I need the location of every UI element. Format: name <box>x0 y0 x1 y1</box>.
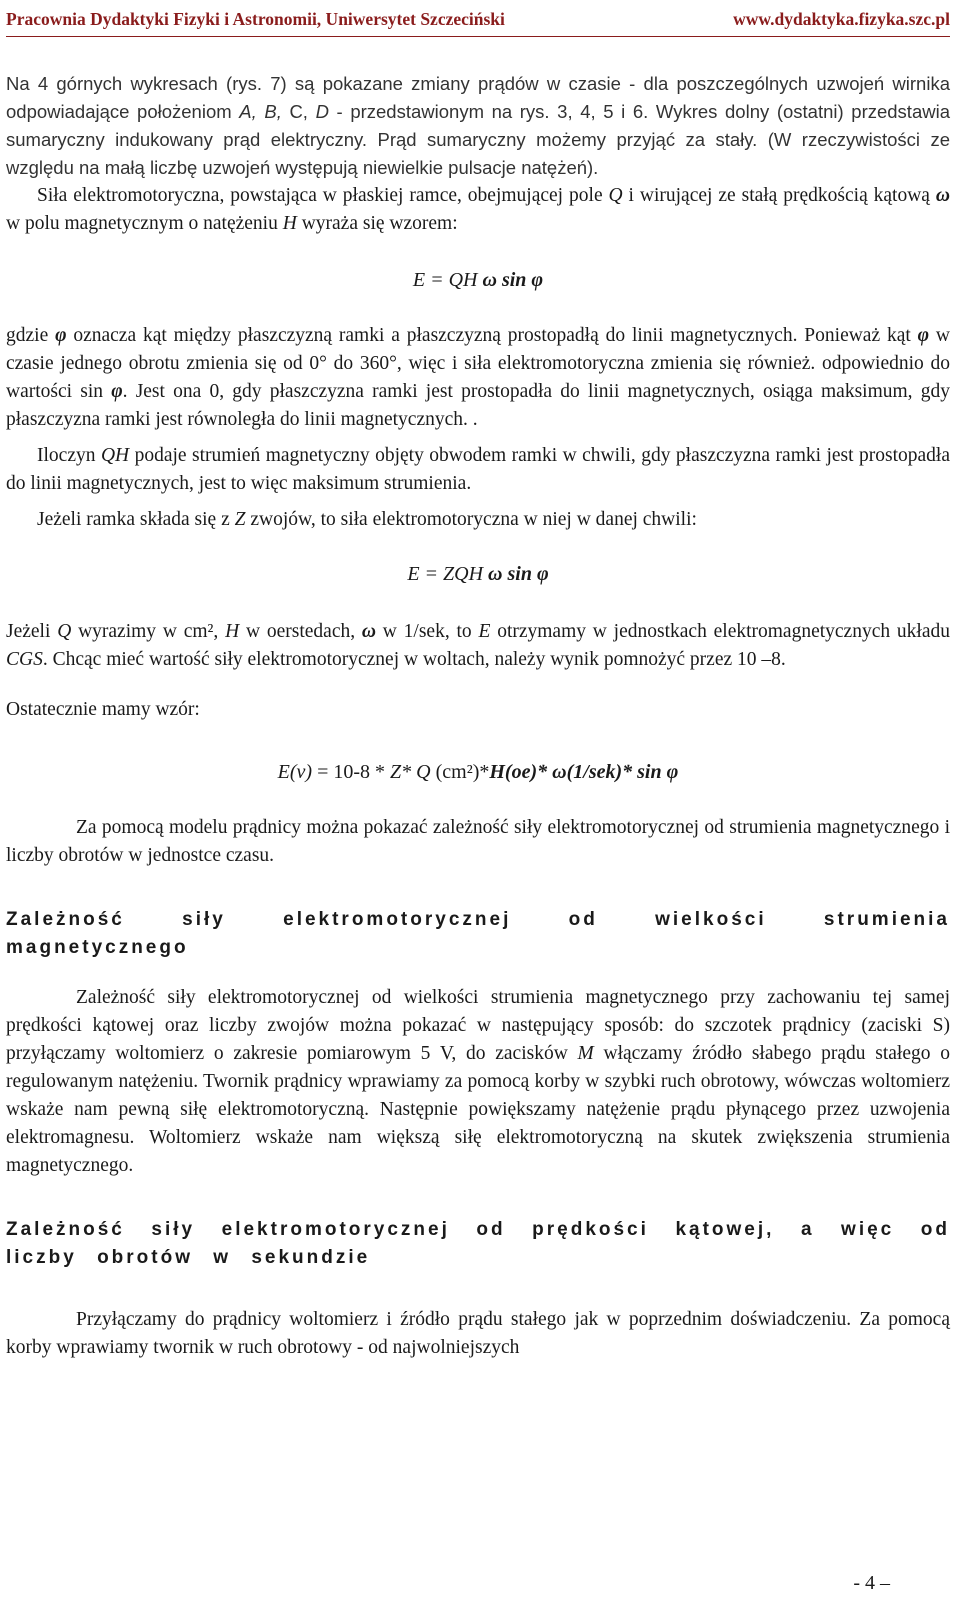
paragraph-final-formula-intro: Ostatecznie mamy wzór: <box>6 699 200 720</box>
paragraph-speed-experiment: Przyłączamy do prądnicy woltomierz i źródło prądu stałego jak w poprzednim doświadczeniu. Za pomocą korby wprawiamy twornik w ruch obrotowy - od najwolniejszych <box>6 1309 950 1358</box>
formula-emf-turns: E = ZQH ω sin φ <box>407 563 549 585</box>
section-heading-angular-speed: Zależność siły elektromotorycznej od prędkości kątowej, a więc od liczby obrotów w sekundzie <box>6 1219 950 1268</box>
formula-final: E(v) = 10-8 * Z* Q (cm²)*H(oe)* ω(1/sek)* sin φ <box>277 761 679 783</box>
paragraph-units: Jeżeli Q wyrazimy w cm², H w oerstedach, ω w 1/sek, to E otrzymamy w jednostkach elektromagnetycznych układu CGS. Chcąc mieć wartość siły elektromotorycznej w woltach, należy wynik pomnożyć przez 10 –8. <box>6 621 950 670</box>
page-number: - 4 – <box>853 1572 890 1594</box>
paragraph-current-graphs: Na 4 górnych wykresach (rys. 7) są pokazane zmiany prądów w czasie - dla poszczególnych uzwojeń wirnika odpowiadające położeniom A, B, C, D - przedstawionym na rys. 3, 4, 5 i 6. Wykres dolny (ostatni) przedstawia sumaryczny indukowany prąd elektryczny. Prąd sumaryczny możemy przyjąć za stały. (W rzeczywistości ze względu na małą liczbę uzwojeń występują niewielkie pulsacje natężeń). <box>6 73 950 178</box>
header-institution: Pracownia Dydaktyki Fizyki i Astronomii, Uniwersytet Szczeciński <box>6 8 505 29</box>
paragraph-flux-experiment: Zależność siły elektromotorycznej od wielkości strumienia magnetycznego przy zachowaniu tej samej prędkości kątowej oraz liczby zwojów można pokazać w następujący sposób: do szczotek prądnicy (zaciski S) przyłączamy woltomierz o zakresie pomiarowym 5 V, do zacisków M włączamy źródło słabego prądu stałego o regulowanym natężeniu. Twornik prądnicy wprawiamy za pomocą korby w szybki ruch obrotowy, wówczas woltomierz wskaże nam pewną siłę elektromotoryczną. Następnie powiększamy natężenie prądu płynącego przez uzwojenia elektromagnesu. Woltomierz wskaże nam większą siłę elektromotoryczną na skutek zwiększenia strumienia magnetycznego. <box>6 987 950 1176</box>
paragraph-coil-turns: Jeżeli ramka składa się z Z zwojów, to siła elektromotoryczna w niej w danej chwili: <box>37 509 697 530</box>
paragraph-angle-explanation: gdzie φ oznacza kąt między płaszczyzną ramki a płaszczyzną prostopadłą do linii magnetycznych. Ponieważ kąt φ w czasie jednego obrotu zmienia się od 0° do 360°, więc i siła elektromotoryczna zmienia się również. odpowiednio do wartości sin φ. Jest ona 0, gdy płaszczyzna ramki jest prostopadła do linii magnetycznych, osiąga maksimum, gdy płaszczyzna ramki jest równoległa do linii magnetycznych. . <box>6 325 950 430</box>
page-header <box>6 2 950 37</box>
paragraph-magnetic-flux: Iloczyn QH podaje strumień magnetyczny objęty obwodem ramki w chwili, gdy płaszczyzna ramki jest prostopadła do linii magnetycznych, jest to więc maksimum strumienia. <box>6 445 950 494</box>
document-body <box>6 70 950 1362</box>
section-heading-flux: Zależność siły elektromotorycznej od wielkości strumienia magnetycznego <box>6 909 950 958</box>
paragraph-model-demo: Za pomocą modelu prądnicy można pokazać zależność siły elektromotorycznej od strumienia magnetycznego i liczby obrotów w jednostce czasu. <box>6 817 950 866</box>
header-url: www.dydaktyka.fizyka.szc.pl <box>733 8 950 29</box>
paragraph-emf-definition: Siła elektromotoryczna, powstająca w płaskiej ramce, obejmującej pole Q i wirującej ze stałą prędkością kątową ω w polu magnetycznym o natężeniu H wyraża się wzorem: <box>6 185 950 234</box>
formula-emf: E = QH ω sin φ <box>412 269 544 291</box>
